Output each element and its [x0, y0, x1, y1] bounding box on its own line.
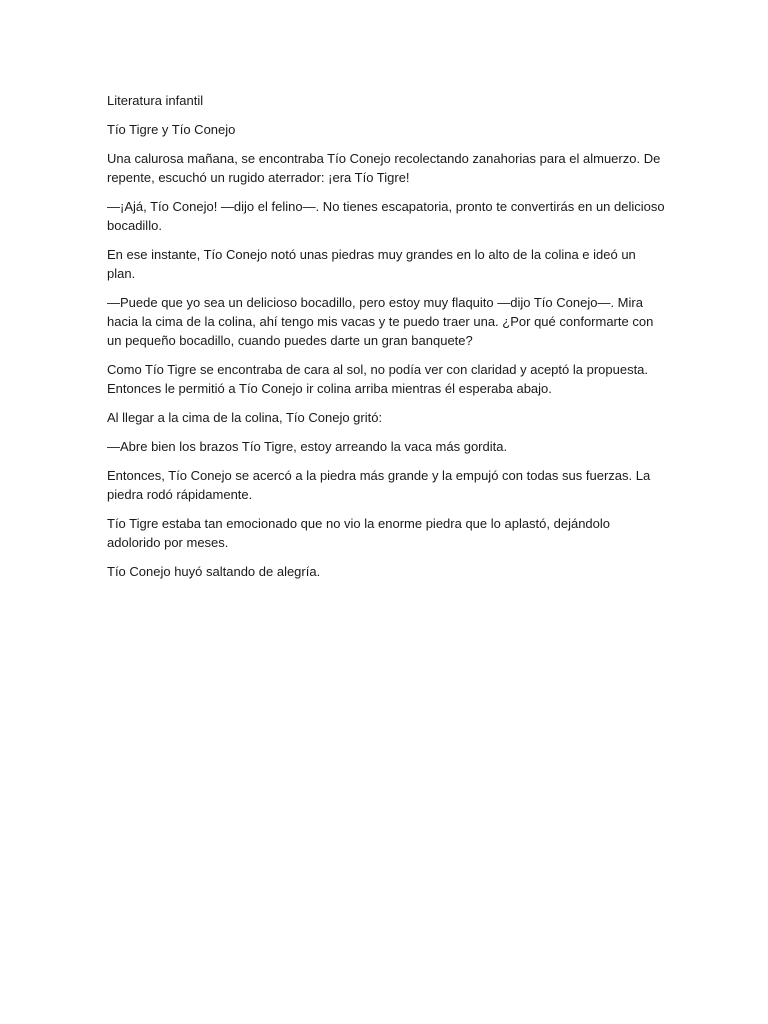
paragraph: Una calurosa mañana, se encontraba Tío Conejo recolectando zanahorias para el almuerzo. De repente, escuchó un rugido aterrador: ¡era Tío Tigre!: [107, 151, 661, 185]
paragraph: —¡Ajá, Tío Conejo! —dijo el felino—. No tienes escapatoria, pronto te convertirás en un delicioso bocadillo.: [107, 199, 665, 233]
paragraph: Tío Conejo huyó saltando de alegría.: [107, 564, 321, 579]
document-header: Literatura infantil: [107, 93, 204, 108]
paragraph: Entonces, Tío Conejo se acercó a la piedra más grande y la empujó con todas sus fuerzas. La piedra rodó rápidamente.: [107, 468, 651, 502]
document-title: Tío Tigre y Tío Conejo: [107, 122, 236, 137]
paragraph: En ese instante, Tío Conejo notó unas piedras muy grandes en lo alto de la colina e ideó un plan.: [107, 247, 636, 281]
paragraph: Tío Tigre estaba tan emocionado que no vio la enorme piedra que lo aplastó, dejándolo adolorido por meses.: [107, 516, 611, 550]
document-page: [107, 91, 667, 591]
paragraph: Como Tío Tigre se encontraba de cara al sol, no podía ver con claridad y aceptó la propuesta. Entonces le permitió a Tío Conejo ir colina arriba mientras él esperaba abajo.: [107, 362, 649, 396]
paragraph: —Abre bien los brazos Tío Tigre, estoy arreando la vaca más gordita.: [107, 439, 508, 454]
paragraph: —Puede que yo sea un delicioso bocadillo, pero estoy muy flaquito —dijo Tío Conejo—. Mira hacia la cima de la colina, ahí tengo mis vacas y te puedo traer una. ¿Por qué conformarte con un pequeño bocadillo, cuando puedes darte un gran banquete?: [107, 295, 654, 348]
paragraph: Al llegar a la cima de la colina, Tío Conejo gritó:: [107, 410, 383, 425]
